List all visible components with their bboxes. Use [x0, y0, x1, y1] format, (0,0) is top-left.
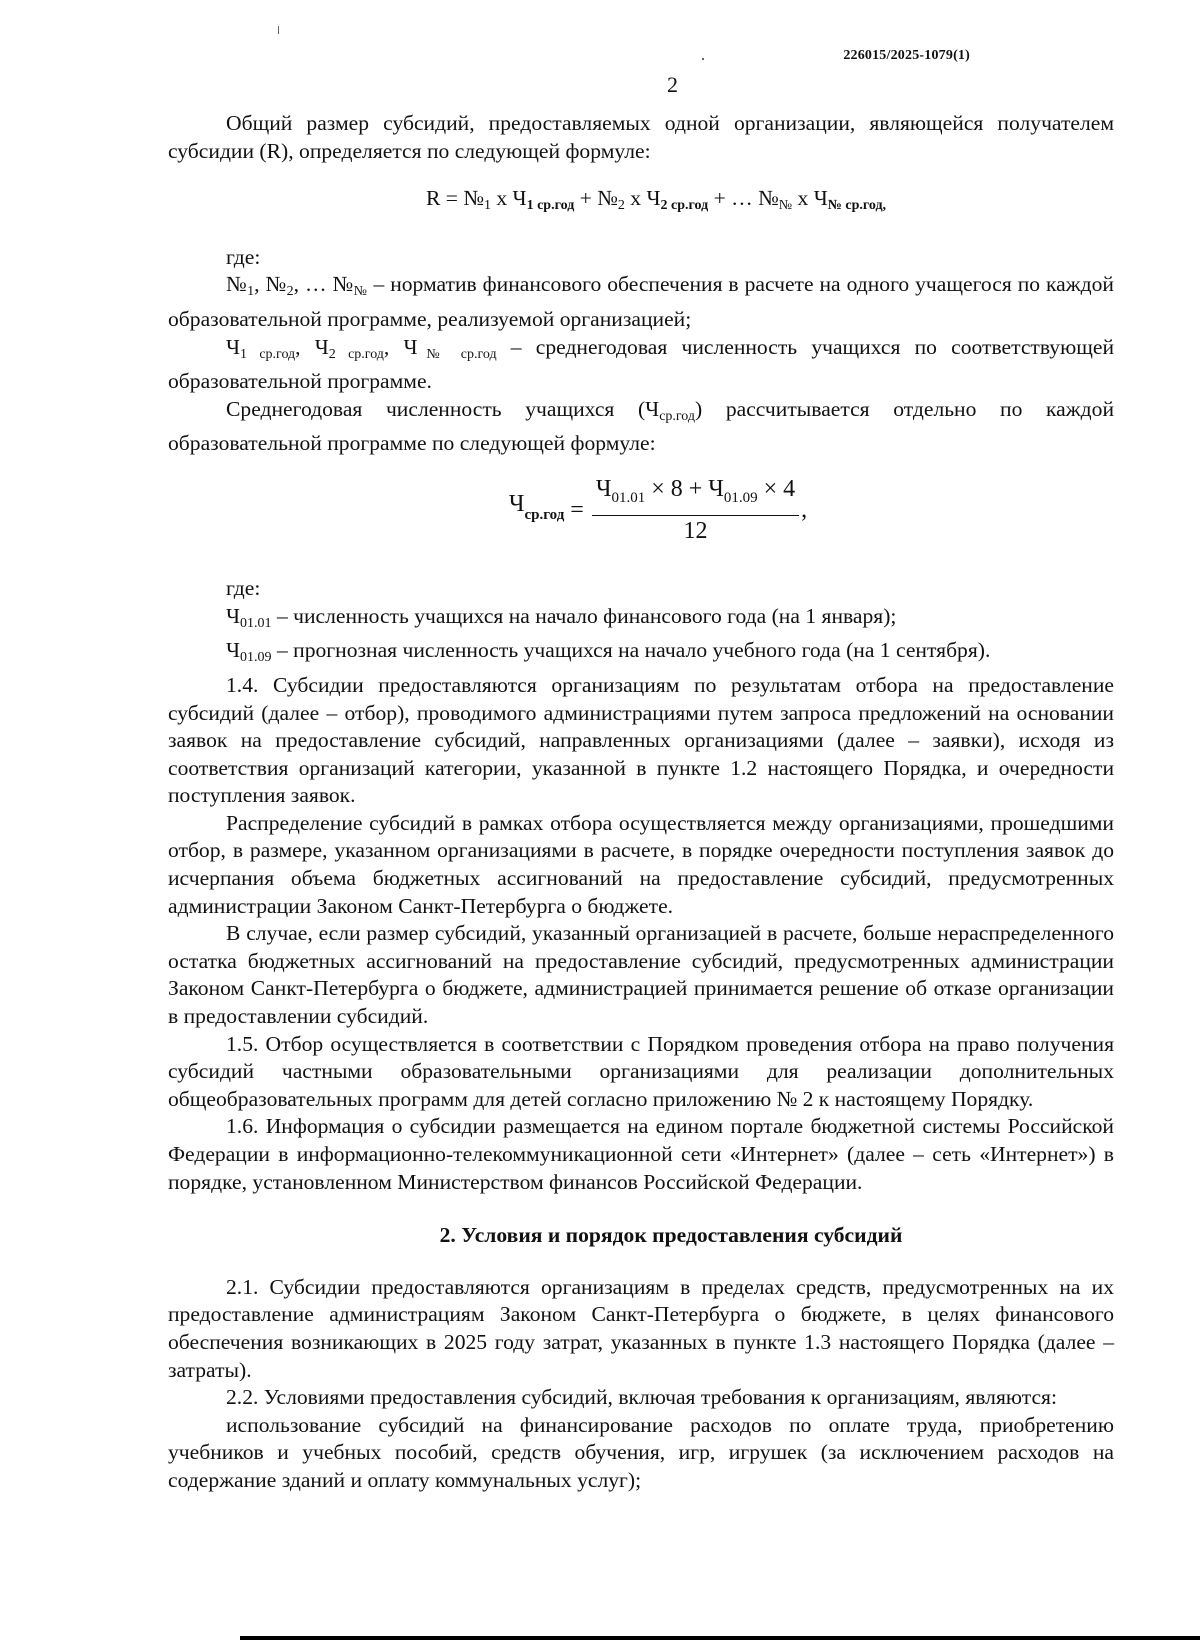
document-body — [168, 110, 1114, 1495]
page-number: 2 — [667, 72, 678, 97]
paragraph-1-4: 1.4. Субсидии предоставляются организациям по результатам отбора на предоставление субсидий (далее – отбор), проводимого администрациями путем запроса предложений на основании заявок на предоставление субсидий, направленных организациями (далее – заявки), исходя из соответствия организаций категории, указанной в пункте 1.2 настоящего Порядка, и очередности поступления заявок. — [168, 672, 1114, 808]
paragraph-refusal: В случае, если размер субсидий, указанный организацией в расчете, больше нераспределенного остатка бюджетных ассигнований на предоставление субсидий, предусмотренных администрации Законом Санкт-Петербурга о бюджете, администрацией принимается решение об отказе организации в предоставлении субсидий. — [168, 921, 1114, 1029]
scan-edge-line — [240, 1636, 1200, 1640]
paragraph-1-6: 1.6. Информация о субсидии размещается на едином портале бюджетной системы Российской Федерации в информационно-телекоммуникационной сети «Интернет» (далее – сеть «Интернет») в порядке, установленном Министерством финансов Российской Федерации. — [168, 1114, 1114, 1194]
formula-average: $Ч_{ср.год}$ = $\frac{Ч_{01.01} \times 8 + Ч_{01.09} \times 4}{12}$ , — [508, 475, 808, 544]
scan-mark — [278, 26, 279, 34]
fraction-denominator: 12 — [683, 517, 708, 544]
formula-r: R = №1 х $Ч_{1 ср.год}$ + №2 х $Ч_{2 ср.год}$ + … №№ х $Ч_{№ ср.год,}$ — [425, 186, 887, 214]
paragraph-total-subsidy: Общий размер субсидий, предоставляемых одной организации, являющейся получателем субсидии (R), определяется по следующей формуле: — [168, 111, 1114, 163]
definition-norm: №1, №2, … №№ – норматив финансового обеспечения в расчете на одного учащегося по каждой образовательной программе, реализуемой организацией; — [168, 272, 1114, 331]
document-number: 226015/2025-1079(1) — [843, 48, 970, 63]
paragraph-2-1: 2.1. Субсидии предоставляются организациям в пределах средств, предусмотренных на их предоставление администрациям Законом Санкт-Петербурга о бюджете, в целях финансового обеспечения возникающих в 2025 году затрат, указанных в пункте 1.3 настоящего Порядка (далее – затраты). — [168, 1274, 1114, 1382]
fraction — [592, 476, 799, 545]
paragraph-2-2-item: использование субсидий на финансирование расходов по оплате труда, приобретению учебников и учебных пособий, средств обучения, игр, игрушек (за исключением расходов на содержание зданий и оплату коммунальных услуг); — [168, 1412, 1114, 1492]
definition-sep: Ч01.09 – прогнозная численность учащихся на начало учебного года (на 1 сентября). — [226, 638, 991, 666]
scan-mark — [702, 58, 704, 60]
definition-jan: Ч01.01 – численность учащихся на начало финансового года (на 1 января); — [226, 603, 897, 631]
section-heading: 2. Условия и порядок предоставления субсидий — [439, 1223, 903, 1248]
fraction-numerator: $Ч_{01.01} \times 8 + Ч_{01.09} \times 4$ — [592, 476, 799, 516]
paragraph-avg-formula-intro: Среднегодовая численность учащихся (Чср.год) рассчитывается отдельно по каждой образовательной программе по следующей формуле: — [168, 396, 1114, 456]
where-label: где: — [226, 244, 261, 269]
where-label: где: — [226, 576, 261, 601]
paragraph-distribution: Распределение субсидий в рамках отбора осуществляется между организациями, прошедшими отбор, в размере, указанном организациями в расчете, в порядке очередности поступления заявок до исчерпания объема бюджетных ассигнований на предоставление субсидий, предусмотренных администрации Законом Санкт-Петербурга о бюджете. — [168, 810, 1114, 918]
paragraph-1-5: 1.5. Отбор осуществляется в соответствии с Порядком проведения отбора на право получения субсидий частными образовательными организациями для реализации дополнительных общеобразовательных программ для детей согласно приложению № 2 к настоящему Порядку. — [168, 1031, 1114, 1111]
definition-avg-count: Ч1 ср.год, Ч2 ср.год, Ч№ ср.год – среднегодовая численность учащихся по соответствующей образовательной программе. — [168, 334, 1115, 394]
paragraph-2-2: 2.2. Условиями предоставления субсидий, включая требования к организациям, являются: — [226, 1385, 1057, 1410]
